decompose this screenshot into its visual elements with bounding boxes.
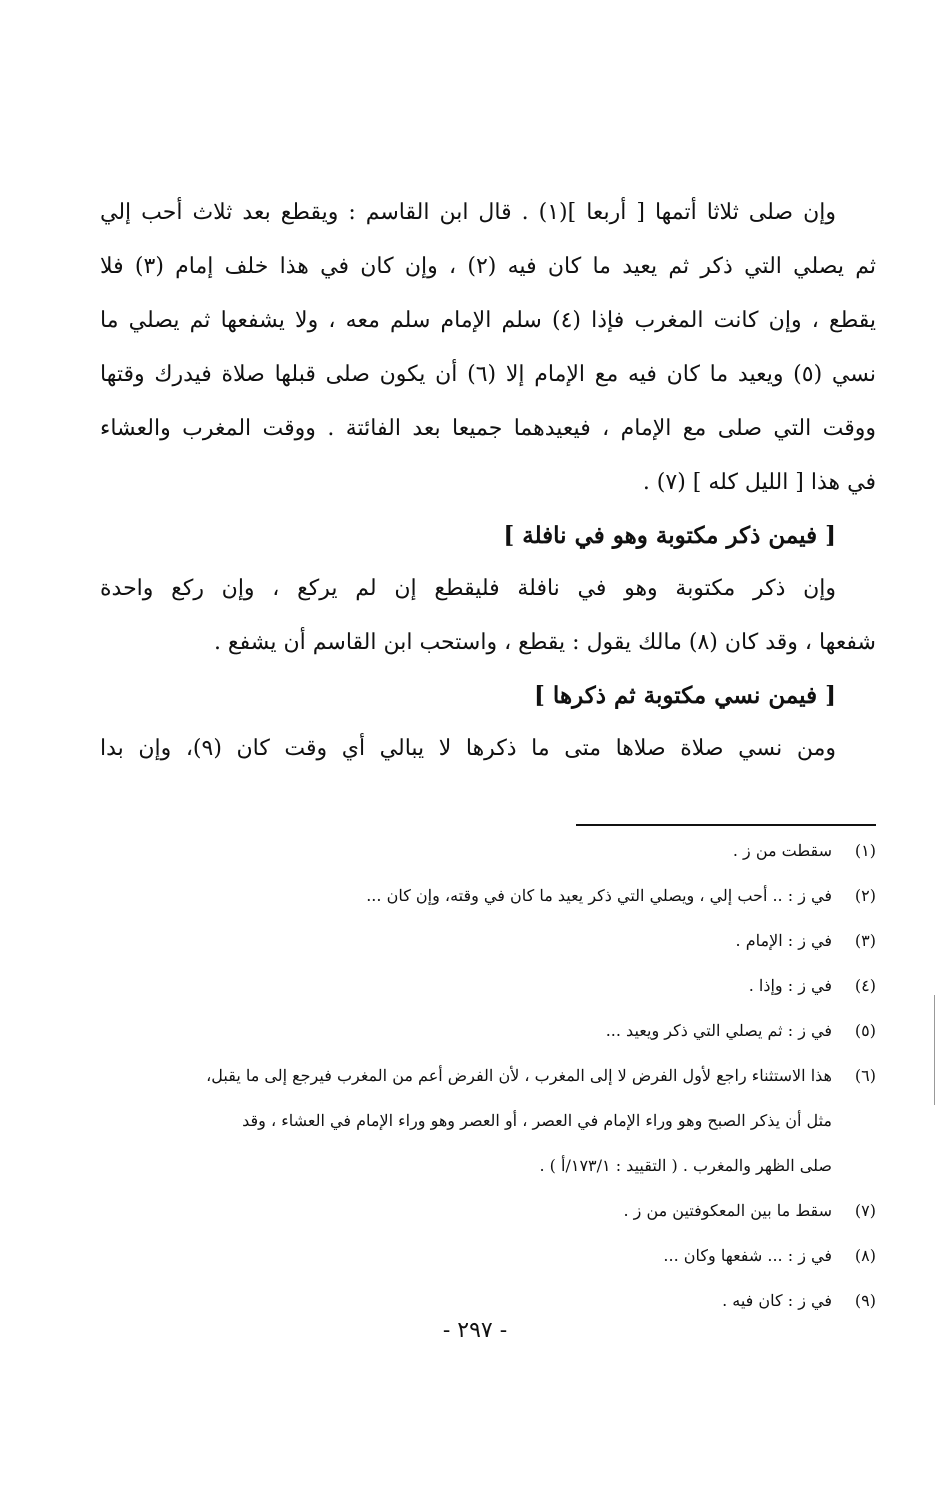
section-heading-2: [ فيمن نسي مكتوبة ثم ذكرها ] xyxy=(534,682,836,709)
footnote-7 xyxy=(100,1188,876,1233)
text-line-3: يقطع ، وإن كانت المغرب فإذا (٤) سلم الإمام سلم معه ، ولا يشفعها ثم يصلي ما xyxy=(100,308,876,333)
footnote-2 xyxy=(100,873,876,918)
footnote-text: في ز : الإمام . xyxy=(735,931,832,950)
footnote-text: هذا الاستثناء راجع لأول الفرض لا إلى المغرب ، لأن الفرض أعم من المغرب فيرجع إلى ما يقبل، xyxy=(206,1066,832,1085)
footnote-text: في ز : وإذا . xyxy=(748,976,832,995)
footnote-8 xyxy=(100,1233,876,1278)
margin-mark xyxy=(934,995,935,1105)
footnote-number: (٦) xyxy=(854,1066,876,1085)
footnote-text: في ز : ثم يصلي التي ذكر ويعيد ... xyxy=(605,1021,832,1040)
page-number: - ٢٩٧ - xyxy=(442,1318,508,1343)
footnote-number: (٣) xyxy=(854,931,876,950)
footnote-6-continuation-1: مثل أن يذكر الصبح وهو وراء الإمام في العصر ، أو العصر وهو وراء الإمام في العشاء ، وقد xyxy=(242,1111,832,1130)
footnote-3 xyxy=(100,918,876,963)
footnote-6 xyxy=(100,1053,876,1098)
footnote-4 xyxy=(100,963,876,1008)
text-line-7: وإن ذكر مكتوبة وهو في نافلة فليقطع إن لم يركع ، وإن ركع واحدة xyxy=(100,576,836,601)
text-line-8: شفعها ، وقد كان (٨) مالك يقول : يقطع ، واستحب ابن القاسم أن يشفع . xyxy=(213,630,876,655)
section-heading-1: [ فيمن ذكر مكتوبة وهو في نافلة ] xyxy=(503,522,836,549)
footnote-separator xyxy=(576,824,876,826)
main-text xyxy=(100,186,876,776)
footnote-number: (٩) xyxy=(854,1291,876,1310)
footnote-text: في ز : كان فيه . xyxy=(722,1291,832,1310)
footnote-number: (٢) xyxy=(854,886,876,905)
footnote-text: في ز : .. أحب إلي ، ويصلي التي ذكر يعيد ما كان في وقته، وإن كان ... xyxy=(366,886,832,905)
footnote-6-continuation-2: صلى الظهر والمغرب . ( التقييد : ١٧٣/١/أ ) . xyxy=(539,1156,832,1175)
footnote-text: في ز : ... شفعها وكان ... xyxy=(663,1246,832,1265)
text-line-6: في هذا [ الليل كله ] (٧) . xyxy=(642,470,876,495)
footnote-text: سقطت من ز . xyxy=(732,841,832,860)
footnote-number: (٥) xyxy=(854,1021,876,1040)
footnote-number: (٤) xyxy=(854,976,876,995)
footnote-text: سقط ما بين المعكوفتين من ز . xyxy=(623,1201,832,1220)
footnote-9 xyxy=(100,1278,876,1323)
text-line-1: وإن صلى ثلاثا أتمها [ أربعا ](١) . قال ابن القاسم : ويقطع بعد ثلاث أحب إلي xyxy=(100,200,836,225)
footnote-1 xyxy=(100,828,876,873)
footnotes xyxy=(100,828,876,1323)
footnote-number: (٨) xyxy=(854,1246,876,1265)
text-line-9: ومن نسي صلاة صلاها متى ما ذكرها لا يبالي أي وقت كان (٩)، وإن بدا xyxy=(100,736,836,761)
text-line-4: نسي (٥) ويعيد ما كان فيه مع الإمام إلا (٦) أن يكون صلى قبلها صلاة فيدرك وقتها xyxy=(100,362,876,387)
text-line-5: ووقت التي صلى مع الإمام ، فيعيدهما جميعا بعد الفائتة . ووقت المغرب والعشاء xyxy=(100,416,876,441)
footnote-5 xyxy=(100,1008,876,1053)
footnote-number: (١) xyxy=(854,841,876,860)
text-line-2: ثم يصلي التي ذكر ثم يعيد ما كان فيه (٢) ، وإن كان في هذا خلف إمام (٣) فلا xyxy=(100,254,876,279)
footnote-number: (٧) xyxy=(854,1201,876,1220)
